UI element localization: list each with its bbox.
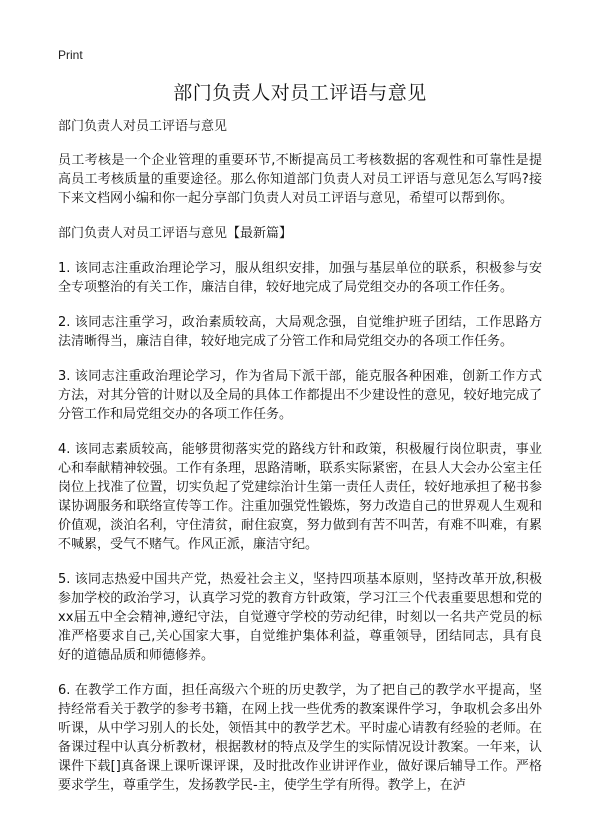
document-body [58, 117, 542, 811]
print-link[interactable]: Print [58, 48, 83, 62]
document-subtitle: 部门负责人对员工评语与意见 [58, 119, 228, 134]
section-heading: 部门负责人对员工评语与意见【最新篇】 [58, 226, 293, 241]
page-title: 部门负责人对员工评语与意见 [173, 82, 427, 104]
comment-paragraph-6: 6. 在教学工作方面，担任高级六个班的历史教学，为了把自己的教学水平提高，坚持经常看关于教学的参考书籍，在网上找一些优秀的教案课件学习，争取机会多出外听课，从中学习别人的长处，领悟其中的教学艺术。平时虚心请教有经验的老师。在备课过程中认真分析教材，根据教材的特点及学生的实际情况设计教案。一年来，认课件下载[]真备课上课听课评课，及时批改作业讲评作业，做好课后辅导工作。严格要求学生，尊重学生，发扬教学民-主，使学生学有所得。教学上，在泸 [58, 683, 542, 793]
comment-paragraph-2: 2. 该同志注重学习，政治素质较高，大局观念强，自觉维护班子团结，工作思路方法清晰得当，廉洁自律，较好地完成了分管工作和局党组交办的各项工作任务。 [58, 315, 542, 349]
comment-paragraph-5: 5. 该同志热爱中国共产党，热爱社会主义，坚持四项基本原则，坚持改革开放,积极参加学校的政治学习，认真学习党的教育方针政策，学习江三个代表重要思想和党的xx届五中全会精神,遵纪守法，自觉遵守学校的劳动纪律，时刻以一名共产党员的标准严格要求自己,关心国家大事，自觉维护集体利益，尊重领导，团结同志，具有良好的道德品质和师德修养。 [58, 572, 542, 663]
comment-paragraph-3: 3. 该同志注重政治理论学习，作为省局下派干部，能克服各种困难，创新工作方式方法，对其分管的计财以及全局的具体工作都提出不少建设性的意见，较好地完成了分管工作和局党组交办的各项工作任务。 [58, 369, 542, 422]
comment-paragraph-4: 4. 该同志素质较高，能够贯彻落实党的路线方针和政策，积极履行岗位职责，事业心和奉献精神较强。工作有条理，思路清晰，联系实际紧密，在县人大会办公室主任岗位上找准了位置，切实负起了党建综治计生第一责任人责任，较好地承担了秘书参谋协调服务和联络宣传等工作。注重加强党性锻炼，努力改造自己的世界观人生观和价值观，淡泊名利，守住清贫，耐住寂寞，努力做到有苦不叫苦，有难不叫难，有累不喊累，受气不赌气。作风正派，廉洁守纪。 [58, 442, 542, 552]
comment-paragraph-1: 1. 该同志注重政治理论学习，服从组织安排，加强与基层单位的联系，积极参与安全专项整治的有关工作，廉洁自律，较好地完成了局党组交办的各项工作任务。 [58, 261, 542, 295]
intro-paragraph: 员工考核是一个企业管理的重要环节,不断提高员工考核数据的客观性和可靠性是提高员工考核质量的重要途径。那么你知道部门负责人对员工评语与意见怎么写吗?接下来文档网小编和你一起分享部门负责人对员工评语与意见，希望可以帮到你。 [58, 153, 542, 206]
